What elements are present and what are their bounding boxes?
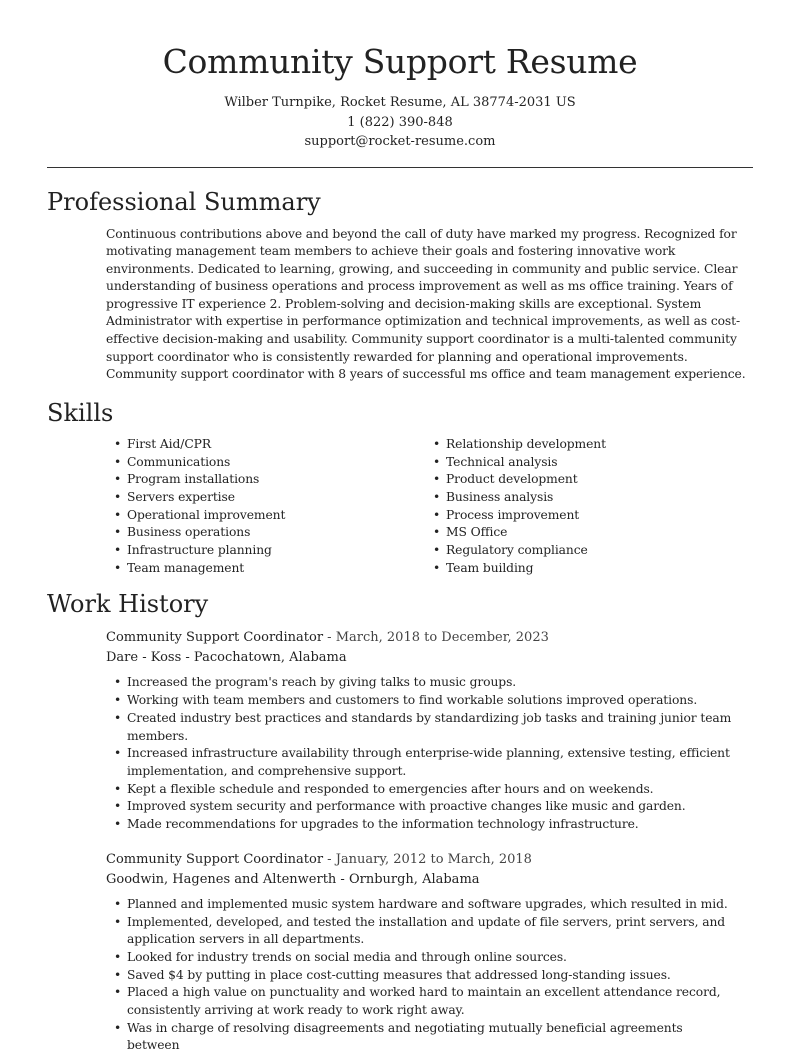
job-title: Community Support Coordinator bbox=[106, 851, 324, 867]
job-title: Community Support Coordinator bbox=[106, 630, 324, 646]
skill-item: • Business analysis bbox=[425, 489, 744, 507]
skill-item: • Relationship development bbox=[425, 436, 744, 454]
contact-info bbox=[47, 93, 753, 152]
skill-item: • Product development bbox=[425, 471, 744, 489]
duty-item: • Implemented, developed, and tested the installation and update of file servers, print servers, and application servers in all departments. bbox=[106, 914, 736, 949]
job-title-line bbox=[106, 628, 753, 648]
duty-item: • Created industry best practices and standards by standardizing job tasks and training junior team members. bbox=[106, 710, 736, 745]
duty-item: • Looked for industry trends on social media and through online sources. bbox=[106, 949, 736, 967]
skills-list-right bbox=[425, 436, 744, 578]
divider bbox=[47, 167, 753, 168]
summary-heading: Professional Summary bbox=[47, 187, 321, 216]
skill-item: • Servers expertise bbox=[106, 489, 425, 507]
skill-item: • Team management bbox=[106, 560, 425, 578]
skill-item: • Operational improvement bbox=[106, 507, 425, 525]
job-duties bbox=[106, 674, 736, 833]
duty-item: • Was in charge of resolving disagreements and negotiating mutually beneficial agreements between bbox=[106, 1020, 736, 1055]
duty-item: • Placed a high value on punctuality and worked hard to maintain an excellent attendance record, consistently arriving at work ready to work right away. bbox=[106, 984, 736, 1019]
duty-item: • Planned and implemented music system hardware and software upgrades, which resulted in mid. bbox=[106, 896, 736, 914]
duty-item: • Increased infrastructure availability through enterprise-wide planning, extensive testing, efficient implementation, and comprehensive support. bbox=[106, 745, 736, 780]
skill-item: • Team building bbox=[425, 560, 744, 578]
summary-text: Continuous contributions above and beyond the call of duty have marked my progress. Recognized for motivating management team members to achieve their goals and fostering innovative work environments. Dedicated to learning, growing, and succeeding in community and public service. Clear understanding of business operations and process improvement as well as ms office training. Years of progressive IT experience 2. Problem-solving and decision-making skills are exceptional. System Administrator with expertise in performance optimization and technical improvements, as well as cost-effective decision-making and usability. Community support coordinator is a multi-talented community support coordinator who is consistently rewarded for planning and operational improvements. Community support coordinator with 8 years of successful ms office and team management experience. bbox=[106, 226, 746, 382]
company: Goodwin, Hagenes and Altenwerth - Ornburgh, Alabama bbox=[106, 871, 480, 887]
job-entry bbox=[47, 628, 753, 833]
address: Wilber Turnpike, Rocket Resume, AL 38774-2031 US bbox=[224, 95, 576, 110]
duty-item: • Made recommendations for upgrades to the information technology infrastructure. bbox=[106, 816, 736, 834]
duty-item: • Improved system security and performance with proactive changes like music and garden. bbox=[106, 798, 736, 816]
skill-item: • MS Office bbox=[425, 524, 744, 542]
skill-item: • Communications bbox=[106, 454, 425, 472]
job-dates: - January, 2012 to March, 2018 bbox=[323, 851, 532, 867]
skills-columns bbox=[106, 436, 753, 578]
duty-item: • Saved $4 by putting in place cost-cutting measures that addressed long-standing issues. bbox=[106, 967, 736, 985]
duty-item: • Working with team members and customers to find workable solutions improved operations. bbox=[106, 692, 736, 710]
skill-item: • Regulatory compliance bbox=[425, 542, 744, 560]
job-duties bbox=[106, 896, 736, 1055]
skills-heading: Skills bbox=[47, 398, 114, 427]
company: Dare - Koss - Pacochatown, Alabama bbox=[106, 650, 347, 666]
job-dates: - March, 2018 to December, 2023 bbox=[323, 630, 549, 646]
work-history-heading: Work History bbox=[47, 590, 209, 619]
skill-item: • Program installations bbox=[106, 471, 425, 489]
duty-item: • Kept a flexible schedule and responded to emergencies after hours and on weekends. bbox=[106, 781, 736, 799]
skill-item: • Technical analysis bbox=[425, 454, 744, 472]
email: support@rocket-resume.com bbox=[304, 134, 496, 149]
duty-item: • Increased the program's reach by giving talks to music groups. bbox=[106, 674, 736, 692]
resume-title: Community Support Resume bbox=[162, 42, 638, 81]
skill-item: • Infrastructure planning bbox=[106, 542, 425, 560]
skills-list-left bbox=[106, 436, 425, 578]
job-entry bbox=[47, 850, 753, 1055]
phone: 1 (822) 390-848 bbox=[347, 114, 453, 130]
job-title-line bbox=[106, 850, 753, 870]
skill-item: • First Aid/CPR bbox=[106, 436, 425, 454]
skill-item: • Business operations bbox=[106, 524, 425, 542]
skill-item: • Process improvement bbox=[425, 507, 744, 525]
